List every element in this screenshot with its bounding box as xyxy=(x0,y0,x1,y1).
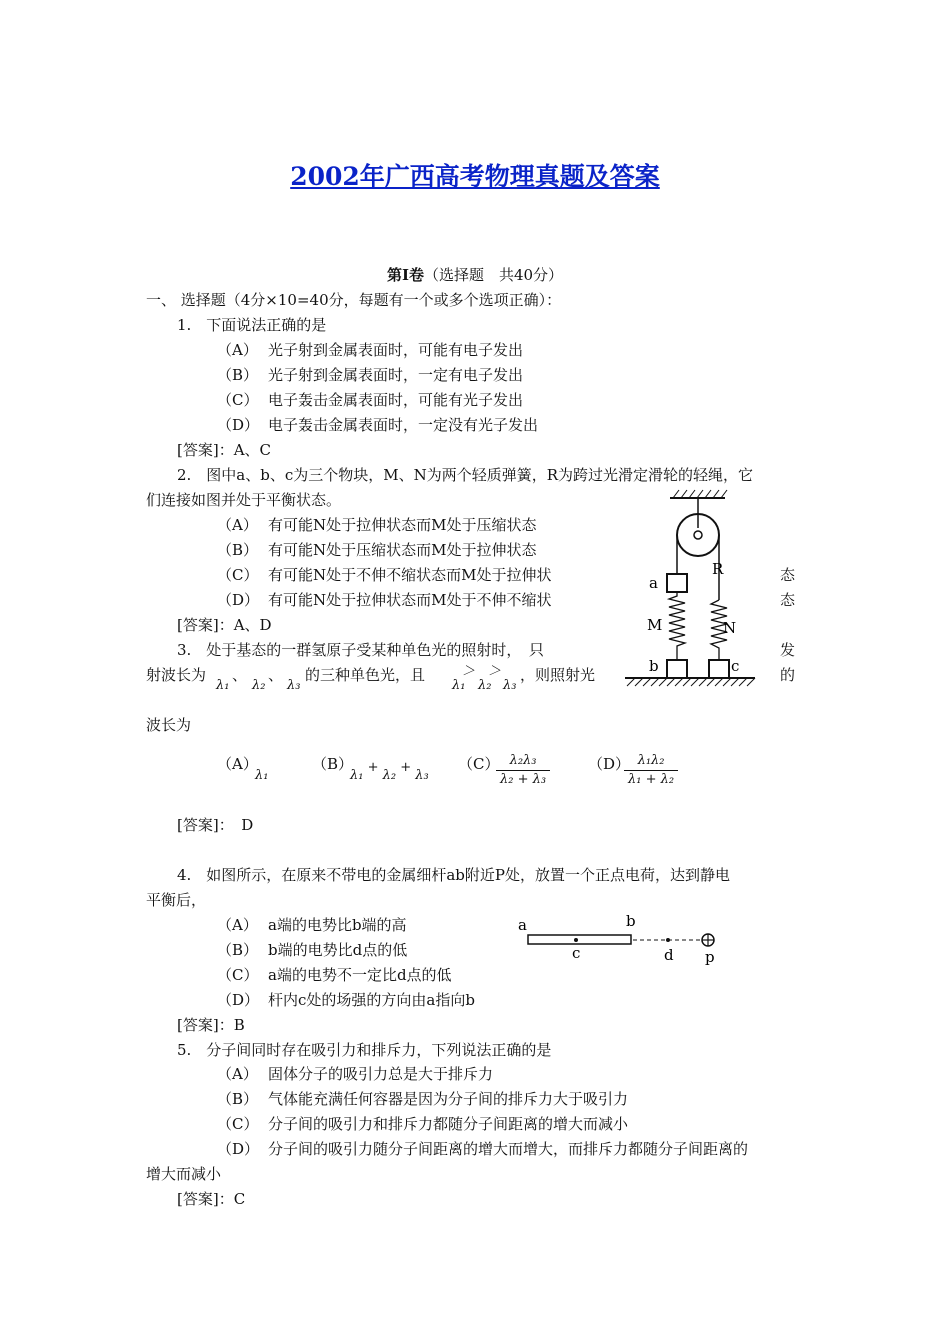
q3-stem-line1-tail: 发 xyxy=(780,641,796,659)
q3-option-b-plus1: + xyxy=(367,760,379,775)
q3-lambda1: λ₁ xyxy=(216,678,230,693)
q2-fig-label-n: N xyxy=(723,619,737,637)
section-heading-bold: 第Ⅰ卷 xyxy=(386,266,424,284)
q3-lambda2: λ₂ xyxy=(252,678,266,693)
q2-option-a-label: （A） xyxy=(217,516,258,534)
q1-option-d-label: （D） xyxy=(217,416,260,434)
q1-option-a-label: （A） xyxy=(217,341,258,359)
q4-fig-label-p: p xyxy=(705,948,715,966)
q5-option-d-label: （D） xyxy=(217,1140,260,1158)
q4-rod-charge-diagram xyxy=(510,910,730,970)
q1-option-d: 电子轰击金属表面时，一定没有光子发出 xyxy=(268,416,539,434)
q3-ineq-gt-2: ＞ xyxy=(488,664,502,679)
q1-option-c: 电子轰击金属表面时，可能有光子发出 xyxy=(268,391,524,409)
q5-option-b-label: （B） xyxy=(217,1090,259,1108)
section-heading-rest: （选择题 共40分） xyxy=(423,266,564,284)
q1-answer: [答案]：A、C xyxy=(177,441,272,459)
q1-option-c-label: （C） xyxy=(217,391,259,409)
q3-stem-line2-tail: 的 xyxy=(780,666,796,684)
q5-option-a: 固体分子的吸引力总是大于排斥力 xyxy=(268,1065,494,1083)
q3-ineq-lambda3: λ₃ xyxy=(503,678,517,693)
q3-option-c-numerator: λ₂λ₃ xyxy=(496,752,550,771)
q2-option-c: 有可能N处于不伸不缩状态而M处于拉伸状 xyxy=(268,566,552,584)
part-heading: 一、 选择题（4分×10=40分，每题有一个或多个选项正确）： xyxy=(146,291,562,309)
q4-stem-line1: 4. 如图所示，在原来不带电的金属细杆ab附近P处，放置一个正点电荷，达到静电 xyxy=(177,866,730,884)
q2-option-d-label: （D） xyxy=(217,591,260,609)
q5-option-c: 分子间的吸引力和排斥力都随分子间距离的增大而减小 xyxy=(268,1115,629,1133)
q2-answer: [答案]：A、D xyxy=(177,616,272,634)
q3-option-d-denominator: λ₁ + λ₂ xyxy=(628,772,675,787)
q3-option-c-label: （C） xyxy=(458,755,500,773)
q2-fig-label-b: b xyxy=(649,657,659,675)
q4-option-b-label: （B） xyxy=(217,941,259,959)
section-heading xyxy=(0,265,950,285)
q3-option-a-label: （A） xyxy=(217,755,258,773)
q5-stem: 5. 分子间同时存在吸引力和排斥力，下列说法正确的是 xyxy=(177,1041,552,1059)
q3-option-b-lambda1: λ₁ xyxy=(350,768,364,783)
q4-fig-label-c: c xyxy=(572,944,581,962)
q5-option-a-label: （A） xyxy=(217,1065,258,1083)
q1-stem: 1. 下面说法正确的是 xyxy=(177,316,327,334)
q2-pulley-spring-diagram xyxy=(615,488,765,698)
q2-option-d: 有可能N处于拉伸状态而M处于不伸不缩状 xyxy=(268,591,552,609)
q3-option-b-lambda3: λ₃ xyxy=(415,768,429,783)
q4-option-c-label: （C） xyxy=(217,966,259,984)
q5-answer: [答案]：C xyxy=(177,1190,246,1208)
q2-fig-label-m: M xyxy=(647,616,663,634)
q2-option-a: 有可能N处于拉伸状态而M处于压缩状态 xyxy=(268,516,537,534)
q4-option-d-label: （D） xyxy=(217,991,260,1009)
q4-option-d: 杆内c处的场强的方向由a指向b xyxy=(268,991,475,1009)
q4-option-a: a端的电势比b端的高 xyxy=(268,916,407,934)
q2-fig-label-r: R xyxy=(712,560,724,578)
q2-fig-label-a: a xyxy=(649,574,658,592)
q5-option-d-continued: 增大而减小 xyxy=(146,1165,222,1183)
q3-separator-1: 、 xyxy=(232,666,248,684)
q2-stem-line1: 2. 图中a、b、c为三个物块，M、N为两个轻质弹簧，R为跨过光滑定滑轮的轻绳，它 xyxy=(177,466,754,484)
q3-option-a-value: λ₁ xyxy=(255,768,269,783)
q4-fig-label-b: b xyxy=(626,912,636,930)
q2-option-c-label: （C） xyxy=(217,566,259,584)
q3-option-b-plus2: + xyxy=(400,760,412,775)
q5-option-c-label: （C） xyxy=(217,1115,259,1133)
q3-ineq-gt-1: ＞ xyxy=(462,664,476,679)
q3-option-b-label: （B） xyxy=(312,755,354,773)
q2-option-c-tail: 态 xyxy=(780,566,796,584)
q1-option-a: 光子射到金属表面时，可能有电子发出 xyxy=(268,341,524,359)
q3-option-d-label: （D） xyxy=(588,755,631,773)
q3-answer: [答案]： D xyxy=(177,816,254,834)
q3-stem-line2-mid: 的三种单色光，且 xyxy=(305,666,426,684)
q2-option-b-label: （B） xyxy=(217,541,259,559)
q3-stem-line3: 波长为 xyxy=(146,716,192,734)
q3-ineq-lambda2: λ₂ xyxy=(478,678,492,693)
q3-separator-2: 、 xyxy=(268,666,284,684)
page-title[interactable]: 2002年广西高考物理真题及答案 xyxy=(290,162,660,191)
q2-stem-line2: 们连接如图并处于平衡状态。 xyxy=(146,491,342,509)
q3-option-d-numerator: λ₁λ₂ xyxy=(624,752,678,771)
q3-option-b-value xyxy=(350,760,429,786)
q3-option-d-fraction xyxy=(624,752,678,789)
q2-option-d-tail: 态 xyxy=(780,591,796,609)
q3-stem-line2-post: ，则照射光 xyxy=(520,666,596,684)
q3-option-c-denominator: λ₂ + λ₃ xyxy=(500,772,547,787)
q1-option-b: 光子射到金属表面时，一定有电子发出 xyxy=(268,366,524,384)
q4-option-a-label: （A） xyxy=(217,916,258,934)
q2-fig-label-c: c xyxy=(731,657,740,675)
q4-option-c: a端的电势不一定比d点的低 xyxy=(268,966,452,984)
q4-option-b: b端的电势比d点的低 xyxy=(268,941,408,959)
q2-option-b: 有可能N处于压缩状态而M处于拉伸状态 xyxy=(268,541,537,559)
q4-stem-line2: 平衡后， xyxy=(146,891,207,909)
q5-option-d: 分子间的吸引力随分子间距离的增大而增大，而排斥力都随分子间距离的 xyxy=(268,1140,749,1158)
q1-option-b-label: （B） xyxy=(217,366,259,384)
q3-option-b-lambda2: λ₂ xyxy=(382,768,397,783)
q4-answer: [答案]：B xyxy=(177,1016,245,1034)
q3-stem-line2-pre: 射波长为 xyxy=(146,666,207,684)
q4-fig-label-a: a xyxy=(518,916,527,934)
q5-option-b: 气体能充满任何容器是因为分子间的排斥力大于吸引力 xyxy=(268,1090,629,1108)
q3-stem-line1: 3. 处于基态的一群氢原子受某种单色光的照射时， 只 xyxy=(177,641,544,659)
q3-lambda3: λ₃ xyxy=(287,678,301,693)
q4-fig-label-d: d xyxy=(664,946,674,964)
q3-option-c-fraction xyxy=(496,752,550,789)
q3-ineq-lambda1: λ₁ xyxy=(452,678,466,693)
